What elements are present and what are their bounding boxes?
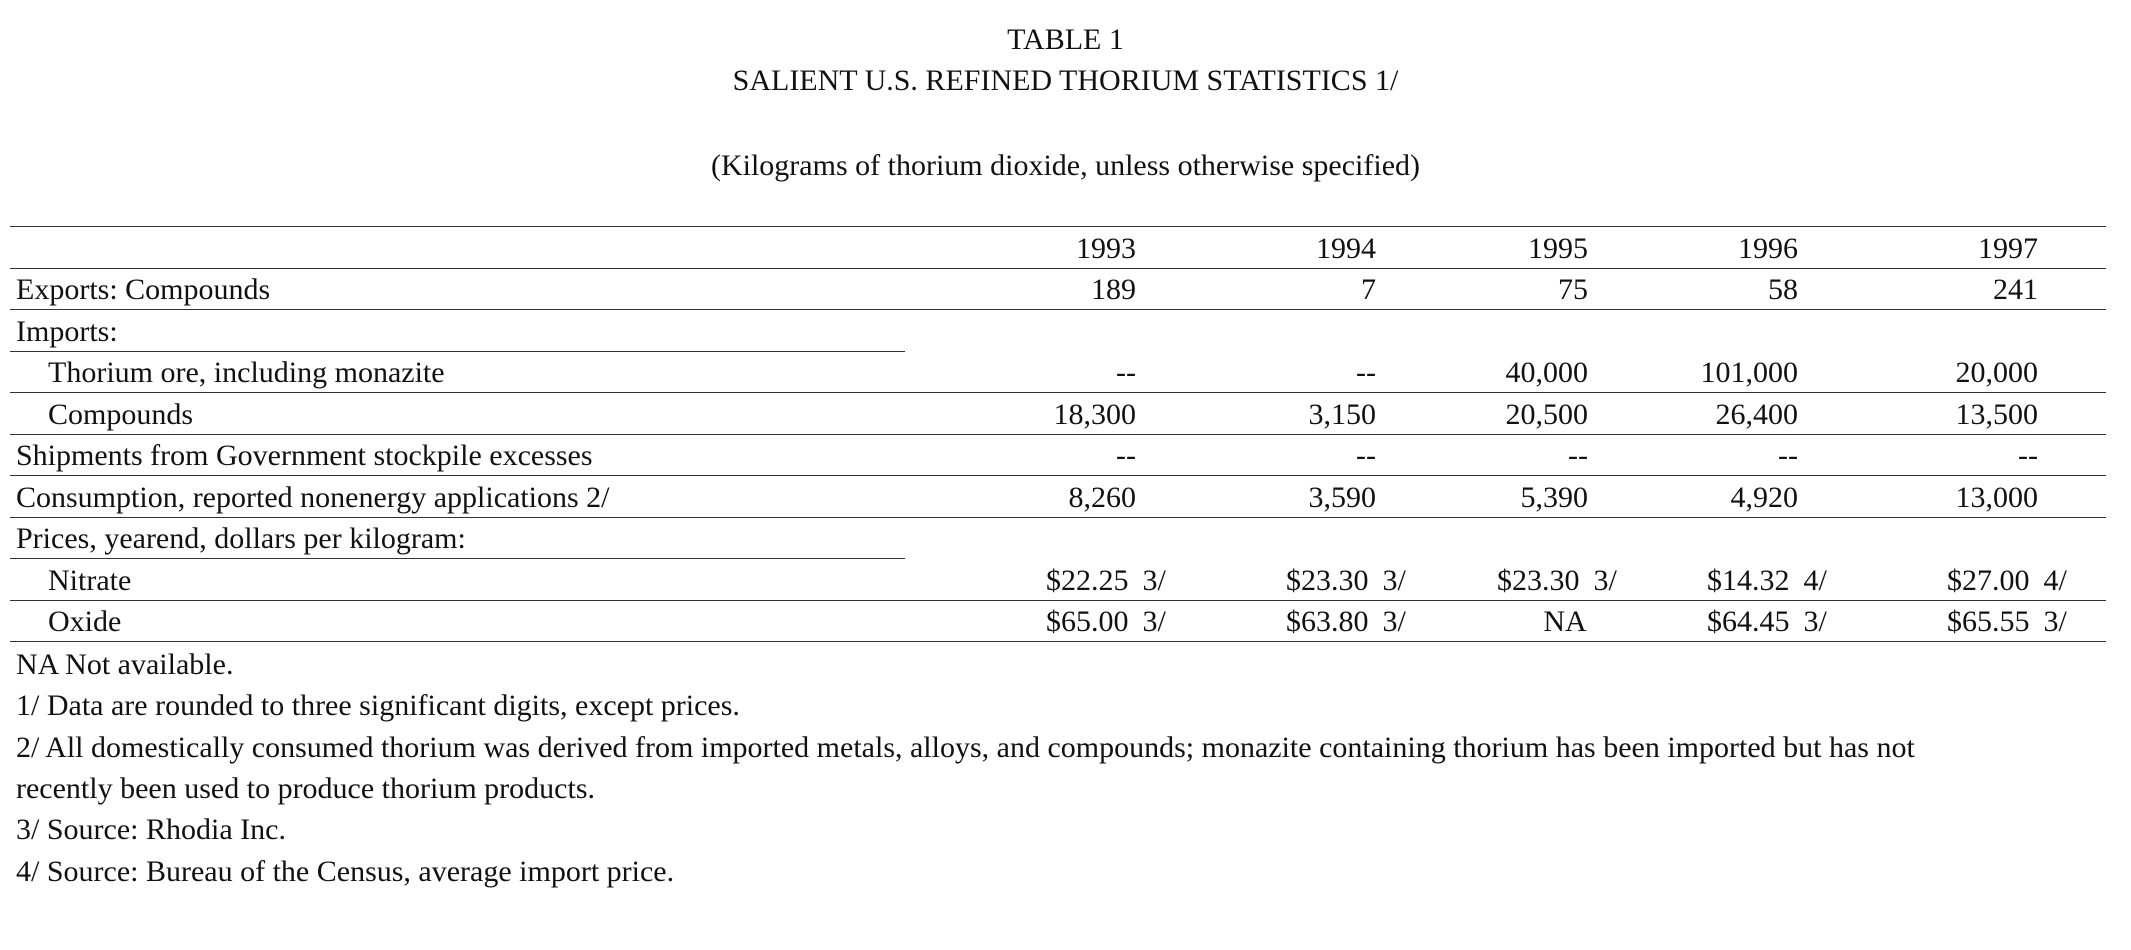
footnote-ref: 3/ [1142,564,1166,597]
footnote-3: 3/ Source: Rhodia Inc. [16,813,286,846]
row-label-prices: Prices, yearend, dollars per kilogram: [16,522,466,555]
column-header-year: 1996 [1738,232,1798,265]
table-cell [1286,561,1406,601]
row-label-thorium-ore: Thorium ore, including monazite [48,356,445,389]
price-value: $64.45 [1707,605,1790,638]
footnote-ref: 4/ [2043,564,2067,597]
table-cell [1947,602,2067,642]
footnote-na: NA Not available. [16,648,234,681]
row-label-imports: Imports: [16,315,118,348]
table-cell: 20,500 [1505,398,1588,431]
rule-section [10,351,905,352]
price-value: $65.55 [1947,605,2030,638]
table-cell: 3,590 [1308,481,1376,514]
price-value: $22.25 [1046,564,1129,597]
table-cell: -- [1568,439,1588,472]
footnote-ref: 3/ [1382,605,1406,638]
table-cell [1046,561,1166,601]
table-cell: 13,500 [1955,398,2038,431]
footnote-ref: 3/ [1142,605,1166,638]
row-label-exports: Exports: Compounds [16,273,271,306]
price-value: $23.30 [1286,564,1369,597]
table-number: TABLE 1 [1007,23,1124,56]
table-cell [1707,602,1827,642]
footnote-2: 2/ All domestically consumed thorium was derived from imported metals, alloys, and compounds; monazite containing thorium has been imported but has not [16,731,1915,764]
row-label-consumption: Consumption, reported nonenergy applications 2/ [16,481,610,514]
table-cell: 20,000 [1955,356,2038,389]
table-cell [1707,561,1827,601]
row-label-nitrate: Nitrate [48,564,132,597]
table-cell [1286,602,1406,642]
column-header-year: 1997 [1978,232,2038,265]
table-cell [1046,602,1166,642]
price-value: $65.00 [1046,605,1129,638]
table-cell: 18,300 [1053,398,1136,431]
table-cell: 8,260 [1068,481,1136,514]
table-cell: NA [1543,605,1587,638]
table-cell: 75 [1558,273,1588,306]
row-label-shipments: Shipments from Government stockpile excesses [16,439,593,472]
table-cell: 189 [1091,273,1136,306]
table-cell [1947,561,2067,601]
table-cell: 40,000 [1505,356,1588,389]
table-cell: 26,400 [1715,398,1798,431]
table-cell: 7 [1361,273,1376,306]
footnote-2-continued: recently been used to produce thorium products. [16,772,595,805]
table-cell: 3,150 [1308,398,1376,431]
column-header-year: 1993 [1076,232,1136,265]
footnote-ref: 3/ [1382,564,1406,597]
table-cell: -- [1356,356,1376,389]
table-cell: -- [1356,439,1376,472]
table-cell: -- [1778,439,1798,472]
price-value: $27.00 [1947,564,2030,597]
footnote-ref: 4/ [1803,564,1827,597]
table-cell: 58 [1768,273,1798,306]
table-cell: -- [1116,356,1136,389]
column-header-year: 1994 [1316,232,1376,265]
table-cell: 5,390 [1520,481,1588,514]
footnote-ref: 3/ [2043,605,2067,638]
table-cell: 4,920 [1730,481,1798,514]
footnote-ref: 3/ [1593,564,1617,597]
table-cell [1497,561,1617,601]
table-cell: 13,000 [1955,481,2038,514]
rule-top [10,226,2106,227]
table-cell: -- [2018,439,2038,472]
row-label-import-compounds: Compounds [48,398,194,431]
table-units: (Kilograms of thorium dioxide, unless otherwise specified) [710,149,1420,182]
price-value: $14.32 [1707,564,1790,597]
footnote-1: 1/ Data are rounded to three significant digits, except prices. [16,689,740,722]
table-cell: -- [1116,439,1136,472]
table-title: SALIENT U.S. REFINED THORIUM STATISTICS 1/ [732,64,1399,97]
price-value: $23.30 [1497,564,1580,597]
table-cell: 241 [1993,273,2038,306]
price-value: $63.80 [1286,605,1369,638]
table-cell: 101,000 [1700,356,1798,389]
footnote-ref: 3/ [1803,605,1827,638]
footnote-4: 4/ Source: Bureau of the Census, average import price. [16,855,675,888]
column-header-year: 1995 [1528,232,1588,265]
row-label-oxide: Oxide [48,605,122,638]
